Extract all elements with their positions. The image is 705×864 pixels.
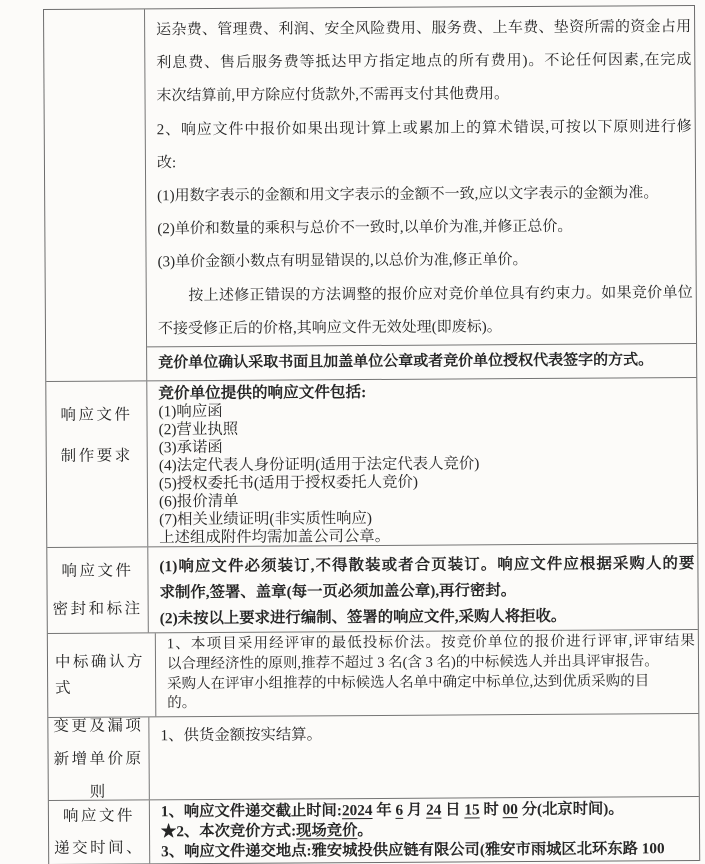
label-cell: [48, 633, 157, 717]
row-label-line: 则: [89, 783, 108, 800]
list-item: (7)相关业绩证明(非实质性响应): [159, 509, 373, 529]
doc-line: 1、供货金额按实结算。: [160, 726, 323, 745]
content-cell: [147, 378, 697, 546]
table-row-sealing-and-marking: [47, 543, 698, 633]
deadline-sep: 日: [441, 801, 465, 819]
doc-line: 改:: [156, 154, 177, 172]
row-label-line: 新增单价原: [53, 749, 144, 768]
label-cell: [46, 381, 148, 547]
doc-line: 采购人在评审小组推荐的中标候选人名单中确定中标单位,达到优质采购的目: [167, 672, 650, 692]
table-row-response-file-preparation: [46, 377, 697, 547]
bidding-method-suffix: 。: [357, 822, 373, 840]
row-label-line: 响应文件: [62, 806, 135, 825]
row-label-line: 制作要求: [60, 447, 133, 465]
content-cell: [156, 630, 698, 716]
table-row-award-confirmation-method: [48, 629, 699, 717]
doc-line: 利息费、售后服务费等抵达甲方指定地点的所有费用)。不论任何因素,在完成: [156, 52, 692, 72]
content-column: [145, 6, 696, 380]
label-cell: [47, 547, 149, 633]
doc-line: 2、响应文件中报价如果出现计算上或累加上的算术错误,可按以下原则进行修: [156, 118, 692, 138]
content-cell: [148, 544, 698, 632]
doc-line: 1、本项目采用经评审的最低投标价法。按竞价单位的报价进行评审,评审结果: [166, 633, 695, 653]
row-label-line: 变更及漏项: [53, 716, 144, 735]
row-label-line: 响应文件: [61, 561, 134, 580]
list-item: (3)承诺函: [158, 438, 223, 457]
deadline-hour: 15: [464, 801, 480, 819]
doc-line: 竞价单位确认采取书面且加盖单位公章或者竞价单位授权代表签字的方式。: [158, 352, 654, 372]
deadline-minute: 00: [502, 801, 518, 819]
doc-line-deadline: [161, 799, 696, 822]
label-cell-empty: [44, 9, 147, 381]
row-label-line: 中标确认方: [54, 652, 146, 671]
bidding-method-value: 现场竞价: [296, 822, 358, 840]
doc-line: (2)单价和数量的乘积与总价不一致时,以单价为准,并修正总价。: [157, 218, 573, 238]
deadline-sep: 月: [403, 801, 427, 819]
doc-line: 的。: [167, 695, 197, 712]
table-row-continuation: [44, 6, 696, 381]
row-label-line: 密封和标注: [52, 599, 143, 618]
row-label-line: 递交时间、: [54, 838, 145, 857]
list-item: (4)法定代表人身份证明(适用于法定代表人竞价): [158, 455, 480, 475]
row-label-line: 响应文件: [60, 406, 133, 424]
deadline-year: 2024: [341, 802, 373, 820]
deadline-sep: 年: [372, 801, 396, 820]
deadline-month: 6: [395, 801, 404, 819]
deadline-sep: 分: [517, 800, 538, 819]
doc-line: (2)未按以上要求进行编制、签署的响应文件,采购人将拒收。: [159, 607, 567, 628]
table-row-change-and-omission-pricing: [48, 713, 698, 800]
bidding-method-prefix: ★2、本次竞价方式:: [160, 822, 297, 841]
table-row-submission-time: [49, 796, 699, 864]
list-item: (1)响应函: [158, 402, 223, 421]
doc-line-submission-place: 3、响应文件递交地点:雅安城投供应链有限公司(雅安市雨城区北环东路 100: [161, 840, 665, 861]
list-item: (2)营业执照: [158, 420, 239, 439]
content-cell: [150, 797, 699, 863]
doc-line: 按上述修正错误的方法调整的报价应对竞价单位具有约束力。如果竞价单位: [157, 284, 693, 304]
doc-line: 运杂费、管理费、利润、安全风险费用、服务费、上车费、垫资所需的资金占用: [156, 19, 692, 39]
doc-line: (1)响应文件必须装订,不得散装或者合页装订。响应文件应根据采购人的要: [159, 555, 695, 576]
doc-line: (3)单价金额小数点有明显错误的,以总价为准,修正单价。: [157, 252, 528, 271]
label-cell: [49, 800, 150, 864]
content-cell-confirmation-method-note: [147, 344, 696, 381]
doc-line: 以合理经济性的原则,推荐不超过 3 名(含 3 名)的中标候选人并出具评审报告。: [166, 653, 659, 673]
list-item: (6)报价清单: [158, 492, 239, 511]
doc-line: 求制作,签署、盖章(每一页必须加盖公章),再行密封。: [159, 582, 517, 602]
doc-line: 上述组成附件均需加盖公司公章。: [159, 527, 391, 547]
deadline-prefix: 1、响应文件递交截止时间:: [160, 802, 342, 821]
deadline-suffix: (北京时间)。: [536, 800, 624, 818]
doc-line: 末次结算前,甲方除应付货款外,不需再支付其他费用。: [156, 86, 510, 105]
content-cell: [149, 714, 698, 799]
content-cell-pricing-rules: [145, 6, 696, 347]
doc-line: 不接受修正后的价格,其响应文件无效处理(即废标)。: [157, 318, 502, 338]
row-label-line: 式: [55, 679, 74, 697]
bidding-requirements-table: [43, 5, 700, 864]
list-item: (5)授权委托书(适用于授权委托人竞价): [158, 473, 419, 493]
label-cell: [48, 717, 149, 800]
deadline-day: 24: [426, 801, 442, 819]
deadline-sep: 时: [479, 801, 503, 819]
doc-line: (1)用数字表示的金额和用文字表示的金额不一致,应以文字表示的金额为准。: [157, 185, 659, 205]
doc-line: 竞价单位提供的响应文件包括:: [158, 384, 367, 403]
